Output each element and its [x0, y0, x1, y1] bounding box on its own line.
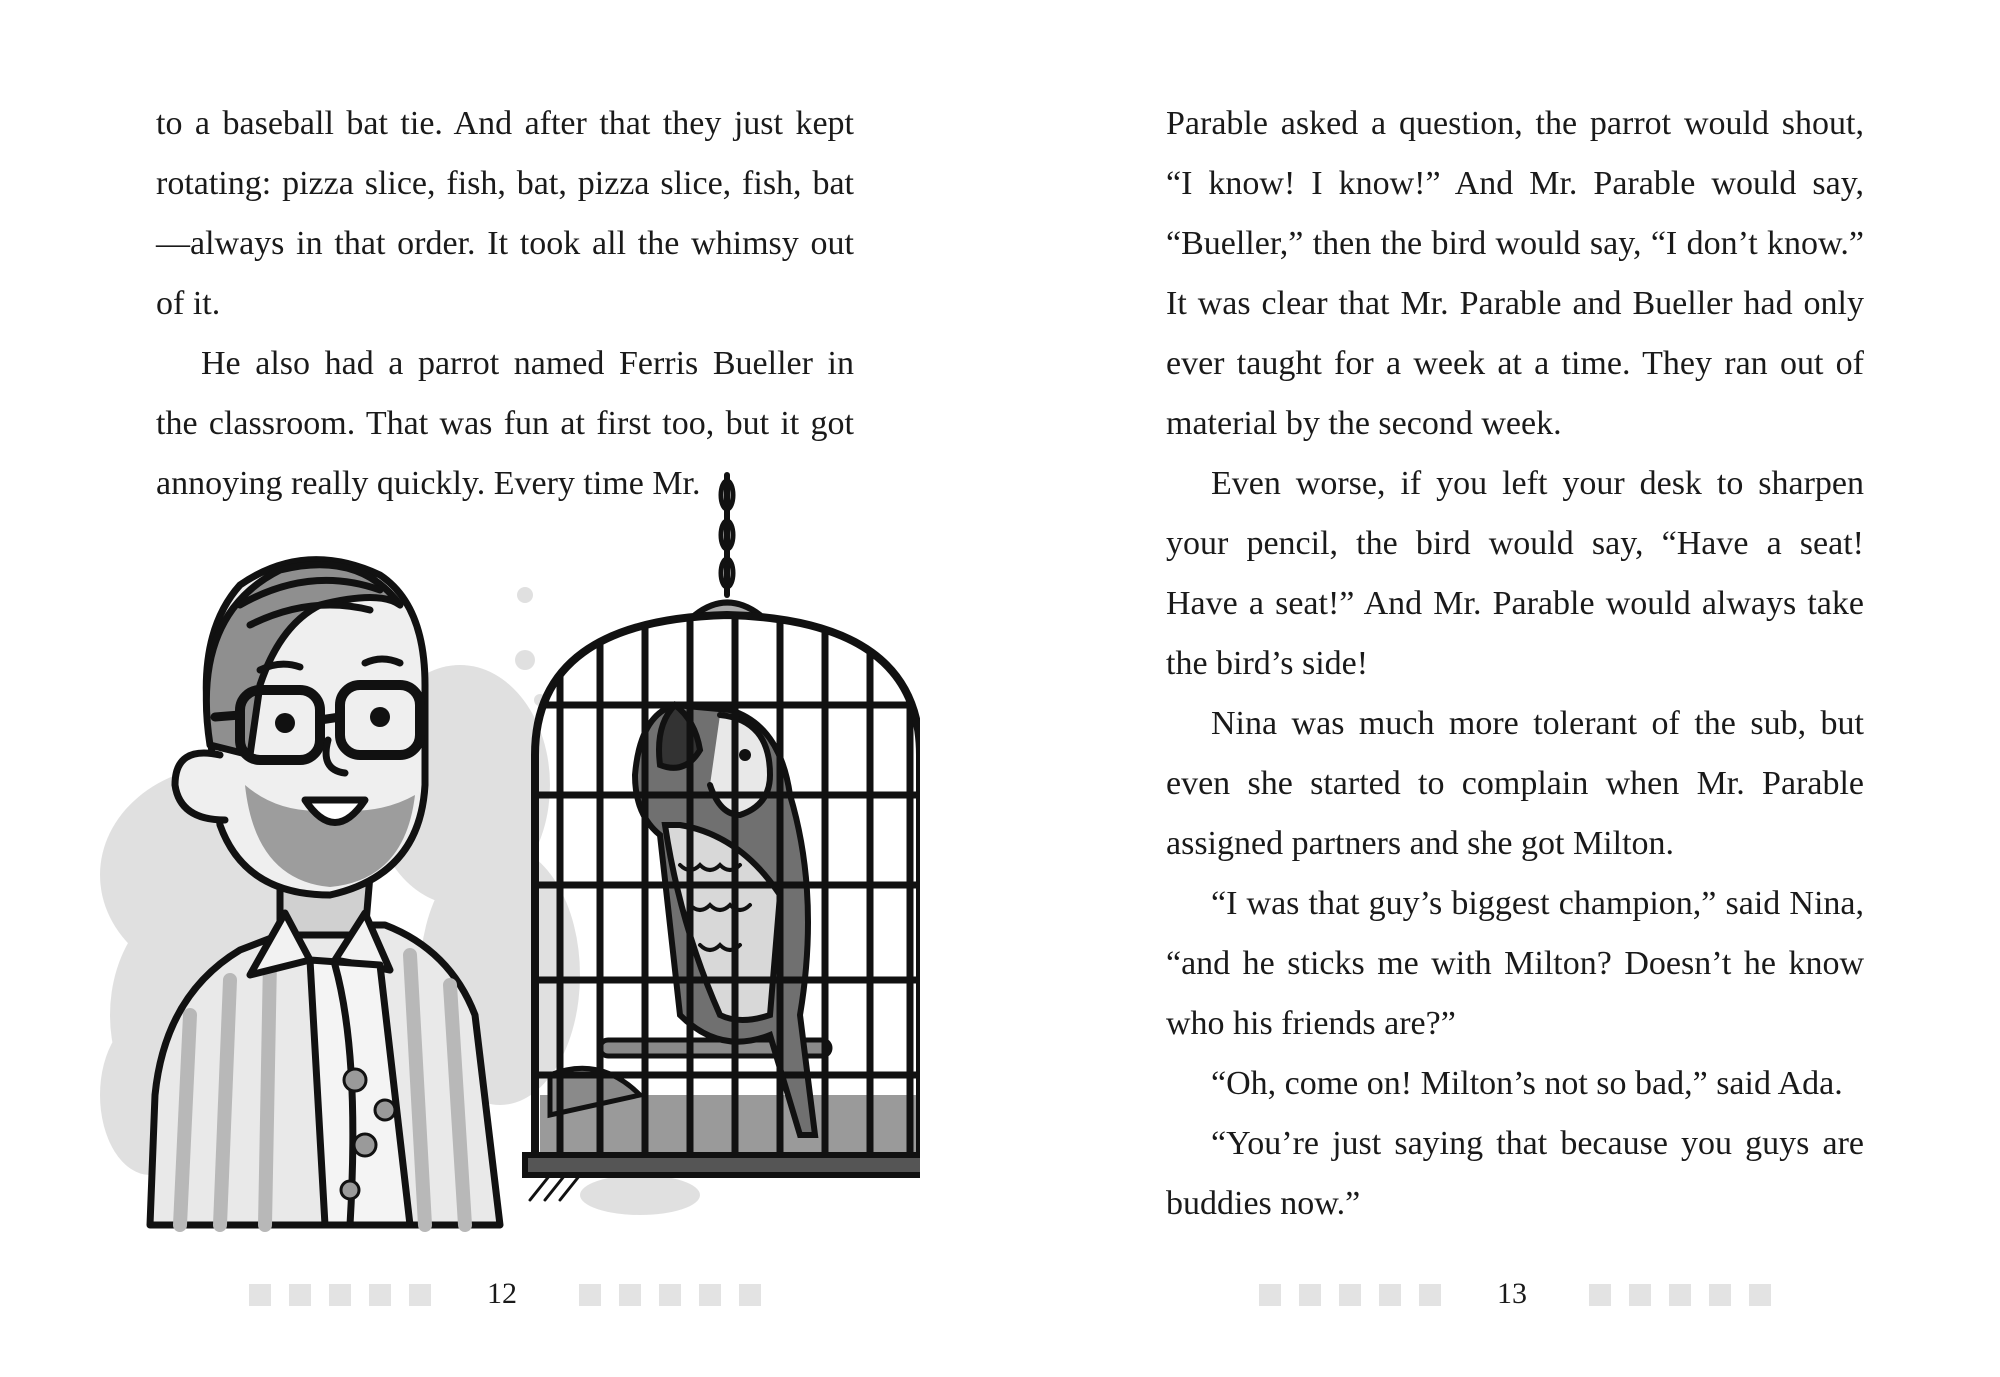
paragraph: “You’re just saying that because you guys are buddies now.”	[1166, 1125, 1864, 1222]
folio-ornament	[1259, 1284, 1441, 1306]
paragraph: Even worse, if you left your desk to sharpen your pencil, the bird would say, “Have a seat! Have a seat!” And Mr. Parable would always take the bird’s side!	[1166, 465, 1864, 682]
birdcage	[520, 475, 920, 1200]
paragraph: “Oh, come on! Milton’s not so bad,” said Ada.	[1211, 1065, 1843, 1102]
right-page-text	[1166, 94, 1864, 1234]
paragraph: Parable asked a question, the parrot would shout, “I know! I know!” And Mr. Parable would say, “Bueller,” then the bird would say, “I don’t know.” It was clear that Mr. Parable and Bueller had only ever taught for a week at a time. They ran out of material by the second week.	[1166, 105, 1864, 442]
left-page-text	[156, 94, 854, 514]
teacher-and-parrot-illustration	[80, 455, 920, 1245]
paragraph: to a baseball bat tie. And after that they just kept rotating: pizza slice, fish, bat, pizza slice, fish, bat—always in that order. It took all the whimsy out of it.	[156, 105, 854, 322]
right-page	[1000, 0, 2000, 1377]
page-number: 12	[487, 1277, 517, 1310]
left-folio	[0, 1272, 1000, 1316]
paragraph: He also had a parrot named Ferris Bueller in the classroom. That was fun at first too, but it got annoying really quickly. Every time Mr.	[156, 345, 854, 502]
parrot	[635, 705, 815, 1135]
folio-ornament	[249, 1284, 431, 1306]
folio-ornament	[1589, 1284, 1771, 1306]
paragraph: “I was that guy’s biggest champion,” said Nina, “and he sticks me with Milton? Doesn’t he know who his friends are?”	[1166, 885, 1864, 1042]
page-number: 13	[1497, 1277, 1527, 1310]
right-folio	[1000, 1272, 2000, 1316]
folio-ornament	[579, 1284, 761, 1306]
paragraph: Nina was much more tolerant of the sub, but even she started to complain when Mr. Parable assigned partners and she got Milton.	[1166, 705, 1864, 862]
